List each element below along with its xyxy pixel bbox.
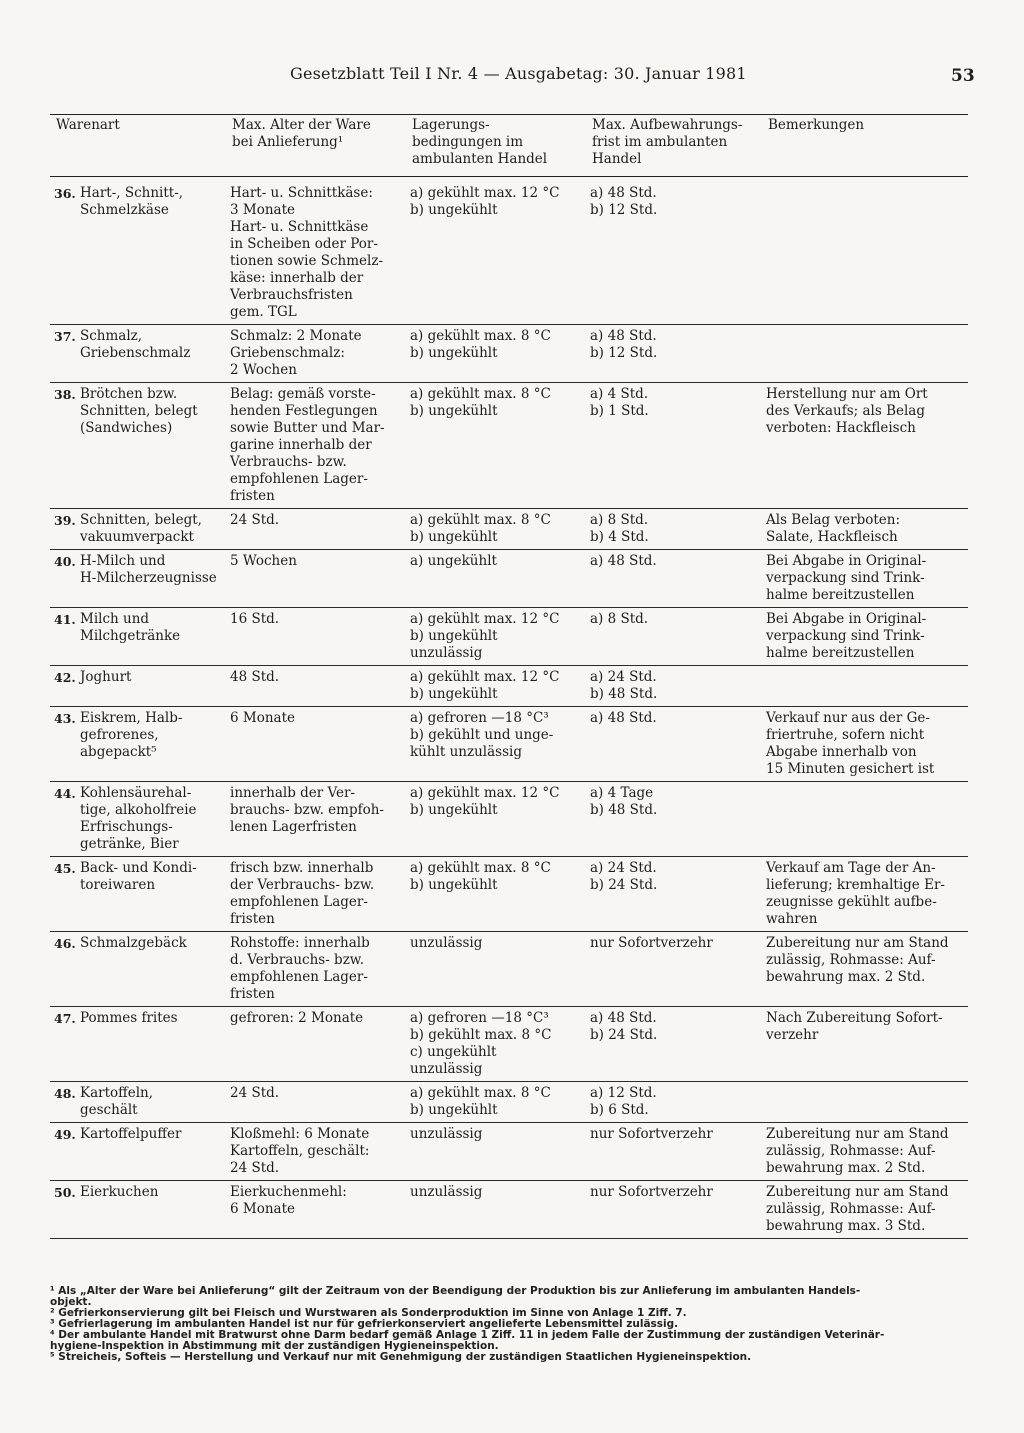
ware-name: Hart-, Schnitt-, Schmelzkäse <box>80 185 184 218</box>
cell-aufbewahrungsfrist: a) 24 Std. b) 48 Std. <box>590 669 658 702</box>
cell-bemerkungen: Zubereitung nur am Stand zulässig, Rohmasse: Auf- bewahrung max. 2 Std. <box>766 935 949 985</box>
cell-bemerkungen <box>762 177 968 325</box>
column-header-aufbewahrungsfrist: Max. Aufbewahrungs- frist im ambulanten Handel <box>592 117 743 167</box>
row-number: 41. <box>54 612 76 627</box>
footnote: ¹ Als „Alter der Ware bei Anlieferung“ gilt der Zeitraum von der Beendigung der Produktion bis zur Anlieferung im ambulanten Handels- objekt. <box>50 1285 861 1308</box>
cell-warenart <box>50 857 226 932</box>
cell-bemerkungen: Nach Zubereitung Sofort- verzehr <box>766 1010 943 1043</box>
cell-warenart <box>50 1007 226 1082</box>
cell-warenart <box>50 1082 226 1123</box>
table-header-row <box>50 115 968 177</box>
cell-aufbewahrungsfrist: a) 48 Std. <box>590 553 657 569</box>
row-number: 49. <box>54 1127 76 1142</box>
ware-name: Brötchen bzw. Schnitten, belegt (Sandwiches) <box>80 386 198 436</box>
column-header-warenart: Warenart <box>56 117 120 133</box>
cell-aufbewahrungsfrist: a) 48 Std. b) 12 Std. <box>590 328 658 361</box>
row-number: 42. <box>54 670 76 685</box>
ware-name: H-Milch und H-Milcherzeugnisse <box>80 553 217 586</box>
cell-aufbewahrungsfrist: a) 48 Std. <box>590 710 657 726</box>
footnotes <box>50 1286 968 1363</box>
food-storage-table <box>50 114 968 1239</box>
column-header-lagerung: Lagerungs- bedingungen im ambulanten Handel <box>412 117 548 167</box>
cell-warenart <box>50 383 226 509</box>
cell-warenart <box>50 1123 226 1181</box>
warenart-wrapper <box>54 185 222 219</box>
ware-name: Schmalz, Griebenschmalz <box>80 328 191 361</box>
table-row <box>50 1123 968 1181</box>
ware-name: Schmalzgebäck <box>80 935 187 951</box>
row-number: 37. <box>54 329 76 344</box>
table-row <box>50 782 968 857</box>
cell-warenart <box>50 177 226 325</box>
row-number: 45. <box>54 861 76 876</box>
cell-lagerung: a) gekühlt max. 12 °C b) ungekühlt <box>410 185 560 218</box>
warenart-wrapper <box>54 669 222 686</box>
warenart-wrapper <box>54 1184 222 1201</box>
cell-bemerkungen: Bei Abgabe in Original- verpackung sind Trink- halme bereitzustellen <box>766 611 927 661</box>
table-row <box>50 383 968 509</box>
cell-warenart <box>50 1181 226 1239</box>
cell-max-alter: 5 Wochen <box>230 553 297 569</box>
warenart-wrapper <box>54 785 222 853</box>
cell-max-alter: 6 Monate <box>230 710 295 726</box>
column-header-bemerkungen: Bemerkungen <box>768 117 865 133</box>
cell-aufbewahrungsfrist: a) 4 Tage b) 48 Std. <box>590 785 658 818</box>
warenart-wrapper <box>54 611 222 645</box>
warenart-wrapper <box>54 860 222 894</box>
ware-name: Milch und Milchgetränke <box>80 611 181 644</box>
cell-max-alter: Rohstoffe: innerhalb d. Verbrauchs- bzw. empfohlenen Lager- fristen <box>230 935 370 1002</box>
cell-lagerung: a) gekühlt max. 12 °C b) ungekühlt <box>410 785 560 818</box>
cell-max-alter: Kloßmehl: 6 Monate Kartoffeln, geschält: 24 Std. <box>230 1126 370 1176</box>
table-row <box>50 857 968 932</box>
cell-lagerung: a) gekühlt max. 8 °C b) ungekühlt <box>410 1085 551 1118</box>
page-header <box>0 64 1024 88</box>
cell-lagerung: unzulässig <box>410 1184 483 1200</box>
cell-lagerung: a) gekühlt max. 8 °C b) ungekühlt <box>410 328 551 361</box>
table-row <box>50 550 968 608</box>
cell-bemerkungen: Verkauf am Tage der An- lieferung; kremhaltige Er- zeugnisse gekühlt aufbe- wahren <box>766 860 945 927</box>
table-row <box>50 1082 968 1123</box>
table-row <box>50 666 968 707</box>
row-number: 47. <box>54 1011 76 1026</box>
row-number: 48. <box>54 1086 76 1101</box>
ware-name: Joghurt <box>80 669 132 685</box>
cell-lagerung: unzulässig <box>410 935 483 951</box>
cell-aufbewahrungsfrist: a) 12 Std. b) 6 Std. <box>590 1085 657 1118</box>
ware-name: Eiskrem, Halb- gefrorenes, abgepackt⁵ <box>80 710 183 760</box>
row-number: 38. <box>54 387 76 402</box>
cell-aufbewahrungsfrist: nur Sofortverzehr <box>590 1126 713 1142</box>
row-number: 44. <box>54 786 76 801</box>
cell-warenart <box>50 666 226 707</box>
row-number: 50. <box>54 1185 76 1200</box>
cell-aufbewahrungsfrist: a) 8 Std. <box>590 611 649 627</box>
cell-warenart <box>50 707 226 782</box>
ware-name: Kartoffelpuffer <box>80 1126 182 1142</box>
cell-warenart <box>50 608 226 666</box>
warenart-wrapper <box>54 1085 222 1119</box>
row-number: 43. <box>54 711 76 726</box>
cell-warenart <box>50 509 226 550</box>
cell-max-alter: 16 Std. <box>230 611 280 627</box>
cell-aufbewahrungsfrist: nur Sofortverzehr <box>590 1184 713 1200</box>
cell-max-alter: Hart- u. Schnittkäse: 3 Monate Hart- u. Schnittkäse in Scheiben oder Por- tionen sowie Schmelz- käse: innerhalb der Verbrauchsfristen gem. TGL <box>230 185 384 320</box>
footnote: ² Gefrierkonservierung gilt bei Fleisch und Wurstwaren als Sonderproduktion im Sinne von Anlage 1 Ziff. 7. <box>50 1307 687 1319</box>
cell-aufbewahrungsfrist: nur Sofortverzehr <box>590 935 713 951</box>
cell-bemerkungen <box>762 325 968 383</box>
cell-max-alter: Belag: gemäß vorste- henden Festlegungen sowie Butter und Mar- garine innerhalb der Verbrauchs- bzw. empfohlenen Lager- fristen <box>230 386 385 504</box>
ware-name: Back- und Kondi- toreiwaren <box>80 860 197 893</box>
footnote: ³ Gefrierlagerung im ambulanten Handel ist nur für gefrierkonserviert angelieferte Lebensmittel zulässig. <box>50 1318 679 1330</box>
cell-aufbewahrungsfrist: a) 48 Std. b) 24 Std. <box>590 1010 658 1043</box>
warenart-wrapper <box>54 386 222 437</box>
cell-bemerkungen: Herstellung nur am Ort des Verkaufs; als Belag verboten: Hackfleisch <box>766 386 928 436</box>
cell-bemerkungen: Verkauf nur aus der Ge- friertruhe, sofern nicht Abgabe innerhalb von 15 Minuten gesichert ist <box>766 710 935 777</box>
cell-lagerung: a) gekühlt max. 8 °C b) ungekühlt <box>410 386 551 419</box>
ware-name: Eierkuchen <box>80 1184 159 1200</box>
cell-max-alter: Eierkuchenmehl: 6 Monate <box>230 1184 347 1217</box>
footnote: ⁵ Streicheis, Softeis — Herstellung und Verkauf nur mit Genehmigung der zuständigen Staatlichen Hygieneinspektion. <box>50 1351 752 1363</box>
cell-bemerkungen <box>762 782 968 857</box>
cell-lagerung: a) gekühlt max. 8 °C b) ungekühlt <box>410 860 551 893</box>
warenart-wrapper <box>54 1126 222 1143</box>
row-number: 40. <box>54 554 76 569</box>
row-number: 36. <box>54 186 76 201</box>
table-row <box>50 608 968 666</box>
cell-bemerkungen: Als Belag verboten: Salate, Hackfleisch <box>766 512 900 545</box>
ware-name: Kohlensäurehal- tige, alkoholfreie Erfrischungs- getränke, Bier <box>80 785 197 852</box>
ware-name: Pommes frites <box>80 1010 178 1026</box>
ware-name: Schnitten, belegt, vakuumverpackt <box>80 512 202 545</box>
cell-lagerung: a) gefroren —18 °C³ b) gekühlt und unge- kühlt unzulässig <box>410 710 554 760</box>
cell-max-alter: 24 Std. <box>230 1085 280 1101</box>
table-row <box>50 707 968 782</box>
cell-bemerkungen <box>762 1082 968 1123</box>
cell-bemerkungen: Zubereitung nur am Stand zulässig, Rohmasse: Auf- bewahrung max. 2 Std. <box>766 1126 949 1176</box>
cell-lagerung: a) gekühlt max. 12 °C b) ungekühlt <box>410 669 560 702</box>
column-header-max-alter: Max. Alter der Ware bei Anlieferung¹ <box>232 117 371 150</box>
warenart-wrapper <box>54 710 222 761</box>
page-number: 53 <box>951 66 975 86</box>
cell-lagerung: unzulässig <box>410 1126 483 1142</box>
warenart-wrapper <box>54 935 222 952</box>
warenart-wrapper <box>54 1010 222 1027</box>
cell-bemerkungen <box>762 666 968 707</box>
cell-max-alter: innerhalb der Ver- brauchs- bzw. empfoh- lenen Lagerfristen <box>230 785 384 835</box>
cell-lagerung: a) gekühlt max. 8 °C b) ungekühlt <box>410 512 551 545</box>
cell-warenart <box>50 325 226 383</box>
row-number: 39. <box>54 513 76 528</box>
warenart-wrapper <box>54 328 222 362</box>
cell-aufbewahrungsfrist: a) 48 Std. b) 12 Std. <box>590 185 658 218</box>
cell-bemerkungen: Bei Abgabe in Original- verpackung sind Trink- halme bereitzustellen <box>766 553 927 603</box>
table-row <box>50 932 968 1007</box>
table-row <box>50 1007 968 1082</box>
table-row <box>50 325 968 383</box>
cell-lagerung: a) gekühlt max. 12 °C b) ungekühlt unzulässig <box>410 611 560 661</box>
warenart-wrapper <box>54 553 222 587</box>
cell-max-alter: Schmalz: 2 Monate Griebenschmalz: 2 Wochen <box>230 328 362 378</box>
ware-name: Kartoffeln, geschält <box>80 1085 154 1118</box>
cell-max-alter: 48 Std. <box>230 669 280 685</box>
cell-warenart <box>50 550 226 608</box>
cell-max-alter: gefroren: 2 Monate <box>230 1010 364 1026</box>
table-row <box>50 177 968 325</box>
cell-lagerung: a) gefroren —18 °C³ b) gekühlt max. 8 °C c) ungekühlt unzulässig <box>410 1010 552 1077</box>
cell-max-alter: frisch bzw. innerhalb der Verbrauchs- bzw. empfohlenen Lager- fristen <box>230 860 375 927</box>
table-row <box>50 509 968 550</box>
cell-aufbewahrungsfrist: a) 24 Std. b) 24 Std. <box>590 860 658 893</box>
cell-aufbewahrungsfrist: a) 4 Std. b) 1 Std. <box>590 386 649 419</box>
row-number: 46. <box>54 936 76 951</box>
cell-aufbewahrungsfrist: a) 8 Std. b) 4 Std. <box>590 512 649 545</box>
cell-warenart <box>50 932 226 1007</box>
warenart-wrapper <box>54 512 222 546</box>
header-title: Gesetzblatt Teil I Nr. 4 — Ausgabetag: 30. Januar 1981 <box>290 64 747 83</box>
cell-bemerkungen: Zubereitung nur am Stand zulässig, Rohmasse: Auf- bewahrung max. 3 Std. <box>766 1184 949 1234</box>
cell-max-alter: 24 Std. <box>230 512 280 528</box>
cell-lagerung: a) ungekühlt <box>410 553 497 569</box>
cell-warenart <box>50 782 226 857</box>
table-row <box>50 1181 968 1239</box>
footnote: ⁴ Der ambulante Handel mit Bratwurst ohne Darm bedarf gemäß Anlage 1 Ziff. 11 in jedem Falle der Zustimmung der zuständigen Veterinär- hygiene-Inspektion in Abstimmung mit der zuständigen Hygieneinspektion. <box>50 1329 885 1352</box>
